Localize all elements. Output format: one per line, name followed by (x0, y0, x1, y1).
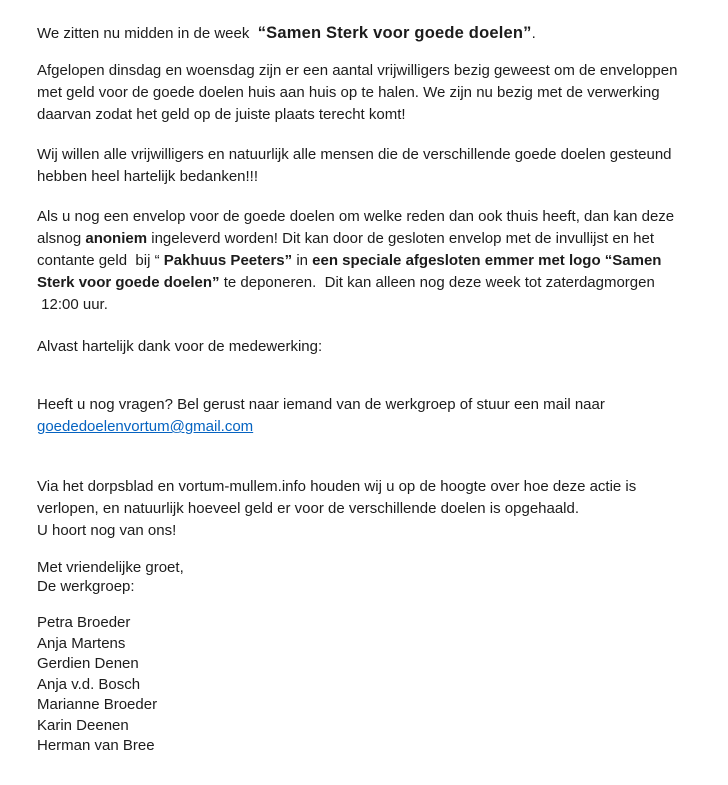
paragraph-gratitude: Alvast hartelijk dank voor de medewerking: (37, 338, 323, 355)
envelope-text: in (292, 252, 313, 269)
workgroup-member: Marianne Broeder (37, 696, 158, 713)
update-text: U hoort nog van ons! (37, 522, 177, 539)
workgroup-member: Karin Deenen (37, 716, 129, 734)
intro-text: We zitten nu midden in de week (37, 25, 258, 42)
intro-period: . (531, 25, 536, 42)
envelope-text: te deponeren. Dit kan alleen nog deze week tot zaterdagmorgen 12:00 uur. (37, 274, 655, 313)
envelope-text: Als u nog een envelop voor de goede doelen om welke reden dan ook thuis heeft, dan kan deze alsnog (37, 208, 675, 247)
location-emphasis: Pakhuus Peeters” (163, 252, 293, 269)
workgroup-member: Gerdien Denen (37, 655, 139, 672)
paragraph-volunteers: Afgelopen dinsdag en woensdag zijn er een aantal vrijwilligers bezig geweest om de enveloppen met geld voor de goede doelen huis aan huis op te halen. We zijn nu bezig met de verwerking daarvan zodat het geld op de juiste plaats terecht komt! (37, 62, 678, 123)
workgroup-member: Petra Broeder (37, 614, 131, 631)
paragraph-update (37, 476, 694, 542)
intro-line (37, 22, 694, 45)
email-link[interactable]: goededoelenvortum@gmail.com (37, 418, 254, 435)
closing-workgroup: De werkgroep: (37, 578, 135, 595)
paragraph-contact (37, 394, 694, 438)
closing-greeting: Met vriendelijke groet, (37, 559, 184, 576)
envelope-text: ingeleverd worden! Dit kan door de gesloten envelop met de invullijst en het contante geld bij “ (37, 230, 655, 269)
paragraph-thanks: Wij willen alle vrijwilligers en natuurlijk alle mensen die de verschillende goede doelen gesteund hebben heel hartelijk bedanken!!! (37, 146, 672, 185)
workgroup-member: Anja Martens (37, 634, 126, 652)
workgroup-names-list (37, 613, 694, 757)
update-text: Via het dorpsblad en vortum-mullem.info houden wij u op de hoogte over hoe deze actie is verlopen, en natuurlijk hoeveel geld er voor de verschillende doelen is opgehaald. (37, 478, 637, 517)
paragraph-closing (37, 558, 694, 596)
anonymous-emphasis: anoniem (85, 230, 148, 247)
paragraph-envelope (37, 206, 694, 316)
workgroup-member: Herman van Bree (37, 737, 155, 754)
workgroup-member: Anja v.d. Bosch (37, 675, 141, 693)
bucket-emphasis: een speciale afgesloten emmer met logo “Samen Sterk voor goede doelen” (37, 252, 662, 291)
contact-text: Heeft u nog vragen? Bel gerust naar iemand van de werkgroep of stuur een mail naar (37, 396, 605, 413)
campaign-title: “Samen Sterk voor goede doelen” (257, 24, 532, 42)
